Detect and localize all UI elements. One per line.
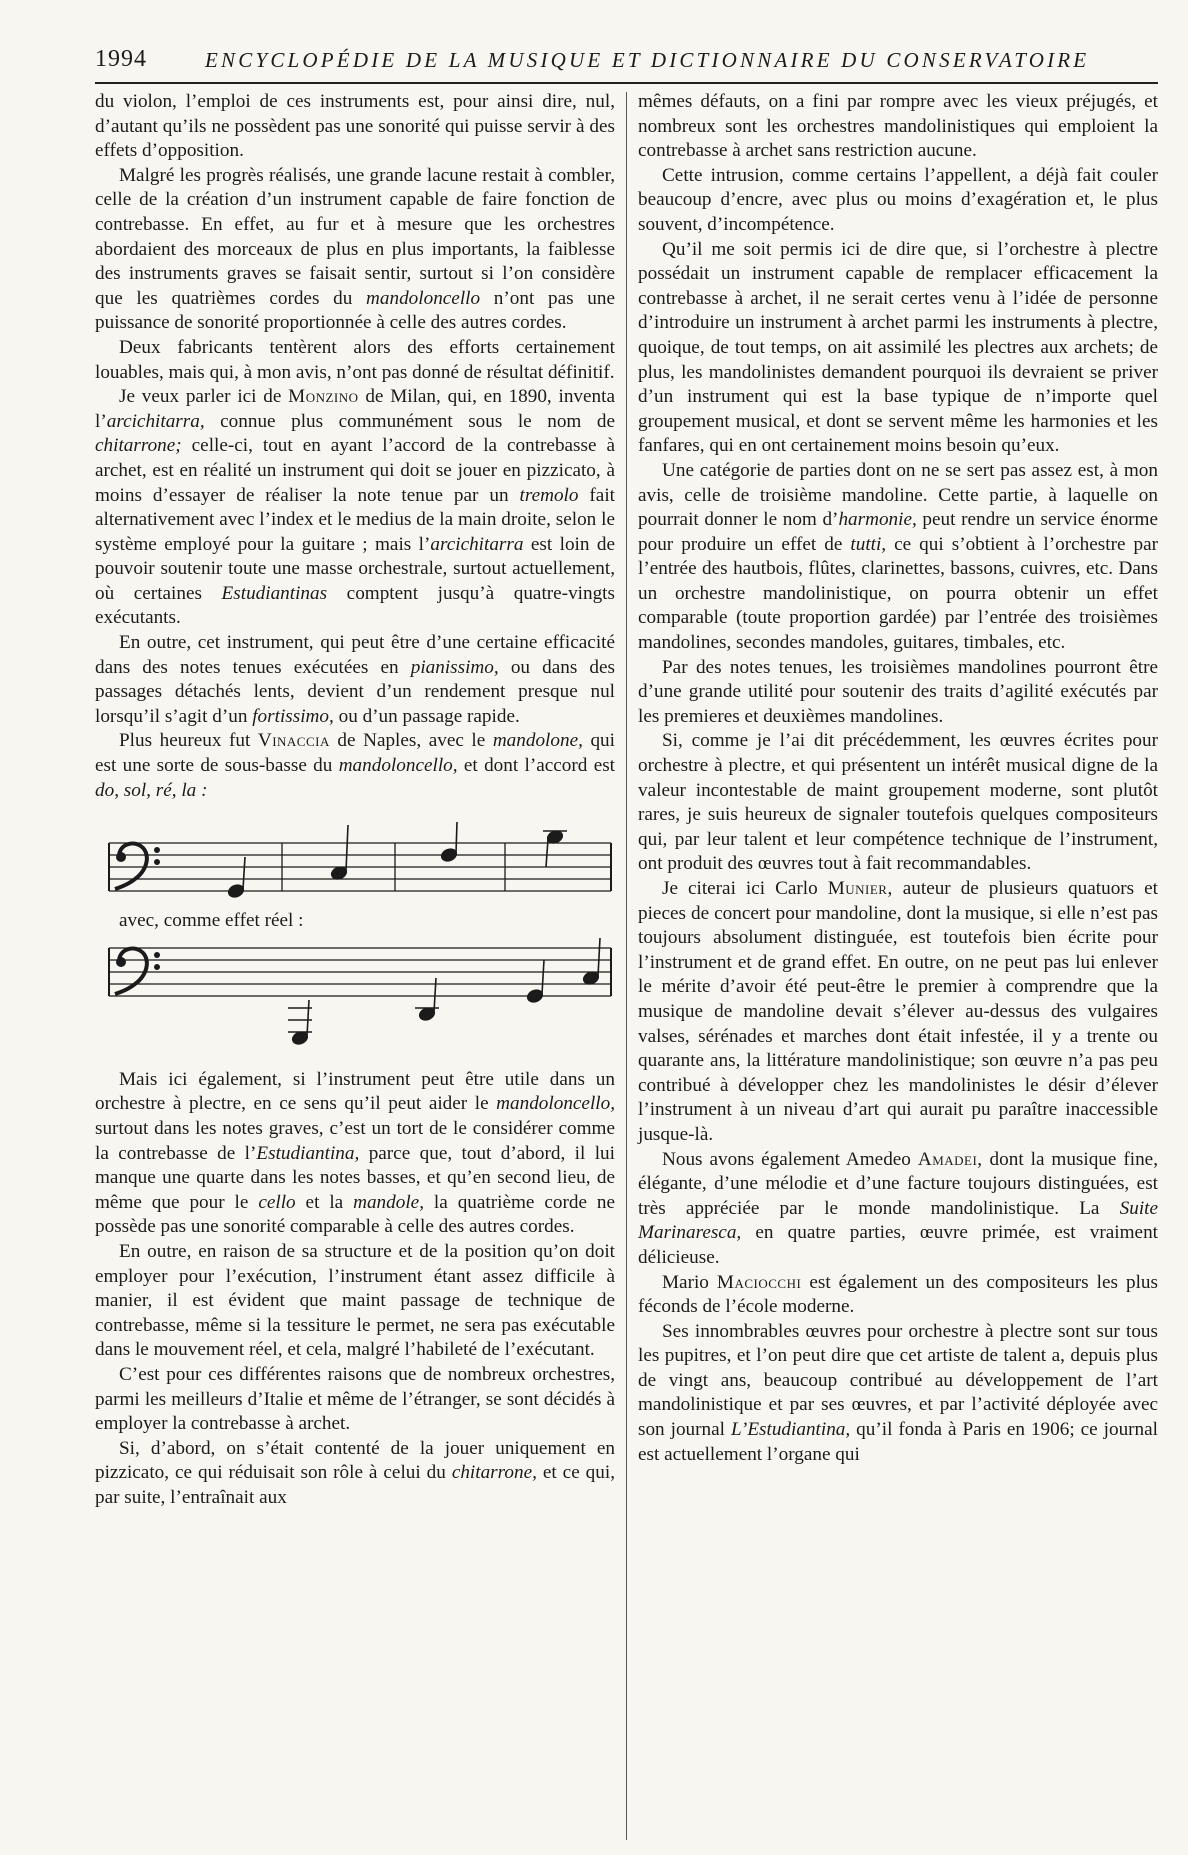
- italic-term: Estudiantinas: [221, 582, 328, 604]
- paragraph: du violon, l’emploi de ces instruments est, pour ainsi dire, nul, d’autant qu’ils ne possèdent pas une sonorité qui puisse servir à des effets d’opposition.: [95, 91, 615, 162]
- text-run: dont la musique fine, élégante, d’une mélodie et d’une facture toujours distinguées, est très appréciée par le monde mandolinistique. La: [638, 1148, 1158, 1219]
- text-run: ou dans des passages détachés lents, devient d’un rendement presque nul lorsqu’il s’agit d’un: [95, 656, 616, 727]
- italic-term: arcichitarra,: [106, 410, 205, 432]
- person-name: Vinaccia: [257, 730, 330, 752]
- bass-clef-icon: [115, 844, 160, 890]
- note-do: [227, 883, 245, 899]
- text-run: Mais ici également, si l’instrument peut être utile dans un orchestre à plectre, en ce sens qu’il peut aider le: [95, 1068, 615, 1115]
- text-run: qui est une sorte de sous-basse du: [95, 730, 615, 777]
- staff-caption: avec, comme effet réel :: [119, 910, 304, 932]
- italic-term: arcichitarra: [430, 533, 524, 555]
- paragraph: [95, 164, 615, 336]
- notes: [227, 822, 567, 899]
- text-run: de Milan, qui, en 1890, inventa l’: [95, 386, 615, 432]
- note-stem: [307, 1000, 309, 1036]
- paragraph: [638, 1320, 1158, 1468]
- italic-term: harmonie,: [838, 509, 917, 531]
- right-column: [638, 90, 1158, 1467]
- text-run: connue plus communément sous le nom de: [204, 410, 615, 432]
- music-staff-real-effect: [95, 934, 615, 1052]
- text-run: et ce qui, par suite, l’entraînait aux: [95, 1462, 615, 1508]
- text-run: Malgré les progrès réalisés, une grande lacune restait à combler, celle de la création d’un instrument capable de faire fonction de contrebasse. En effet, au fur et à mesure que les orchestres abordaient des morceaux de plus en plus importants, la faiblesse des instruments graves se faisait sentir, surtout si l’on considère que les quatrièmes cordes du: [95, 164, 615, 309]
- text-run: Si, d’abord, on s’était contenté de la jouer uniquement en pizzicato, ce qui réduisait son rôle à celui du: [95, 1437, 615, 1484]
- note-stem: [243, 857, 245, 889]
- paragraph: [638, 1148, 1158, 1271]
- italic-term: mandoloncello,: [338, 755, 458, 777]
- italic-term: Estudiantina,: [256, 1142, 360, 1164]
- page-number: 1994: [95, 46, 147, 72]
- person-name: Monzino: [288, 386, 359, 408]
- italic-term: do, sol, ré, la :: [95, 779, 208, 801]
- text-run: Plus heureux fut: [119, 730, 258, 752]
- text-run: la quatrième corde ne possède pas une sonorité comparable à celle des autres cordes.: [95, 1191, 615, 1238]
- paragraph: mêmes défauts, on a fini par rompre avec les vieux préjugés, et nombreux sont les orchestres mandolinistiques qui emploient la contrebasse à archet sans restriction aucune.: [638, 91, 1158, 162]
- text-run: Je veux parler ici de: [119, 386, 289, 408]
- italic-term: mandoloncello,: [496, 1093, 615, 1115]
- paragraph: [95, 631, 615, 729]
- running-header: [95, 46, 1158, 82]
- left-column: [95, 90, 615, 1511]
- text-run: En outre, cet instrument, qui peut être d’une certaine efficacité dans des notes tenues exécutées en: [95, 632, 615, 678]
- italic-term: tremolo: [519, 484, 579, 506]
- text-run: de Naples, avec le: [329, 730, 493, 752]
- paragraph: [638, 459, 1158, 656]
- staff-notation: [95, 817, 615, 909]
- person-name: Munier,: [827, 878, 893, 899]
- text-run: n’ont pas une puissance de sonorité proportionnée à celle des autres cordes.: [95, 287, 615, 334]
- person-name: Maciocchi: [716, 1271, 802, 1293]
- italic-term: chitarrone,: [451, 1462, 537, 1484]
- text-run: est loin de pouvoir soutenir toute une masse orchestrale, surtout actuellement, où certaines: [95, 533, 615, 604]
- italic-term: fortissimo,: [252, 705, 334, 727]
- text-run: ce qui s’obtient à l’orchestre par l’entrée des hautbois, flûtes, clarinettes, bassons, cuivres, etc. Dans un orchestre mandolinistique, on pourra obtenir un effet comparable (toute proportion gardée) par l’entrée des troisièmes mandolines, secondes mandoles, guitares, timbales, etc.: [638, 533, 1158, 654]
- note-re: [526, 988, 544, 1004]
- text-run: fait alternativement avec l’index et le medius de la main droite, selon le système employé pour la guitare ; mais l’: [95, 484, 615, 555]
- text-run: peut rendre un service énorme pour produire un effet de: [638, 509, 1158, 555]
- italic-term: mandole,: [353, 1191, 424, 1213]
- text-run: ou d’un passage rapide.: [333, 705, 520, 727]
- italic-term: Suite Marinaresca,: [638, 1197, 1158, 1244]
- paragraph: Deux fabricants tentèrent alors des efforts certainement louables, mais qui, à mon avis, n’ont pas donné de résultat définitif.: [95, 336, 615, 383]
- text-run: parce que, tout d’abord, il lui manque une quarte dans les notes basses, et qu’en second lieu, de même que pour le: [95, 1142, 615, 1213]
- bass-clef-icon: [115, 948, 160, 994]
- italic-term: pianissimo,: [410, 656, 499, 678]
- paragraph: [95, 1437, 615, 1511]
- text-run: qu’il fonda à Paris en 1906; ce journal est actuellement l’organe qui: [638, 1419, 1159, 1465]
- note-stem: [346, 825, 348, 871]
- italic-term: chitarrone;: [95, 435, 182, 457]
- paragraph: Par des notes tenues, les troisièmes mandolines pourront être d’une grande utilité pour soutenir des traits d’agilité exécutés par les premieres et deuxièmes mandolines.: [638, 656, 1158, 727]
- paragraph: [95, 385, 615, 631]
- note-stem: [542, 960, 544, 994]
- text-run: et la: [295, 1191, 354, 1213]
- italic-term: cello: [258, 1191, 296, 1213]
- text-run: celle-ci, tout en ayant l’accord de la contrebasse à archet, est en réalité un instrument qui doit se jouer en pizzicato, à moins d’essayer de réaliser la note tenue par un: [95, 435, 615, 506]
- paragraph: [638, 877, 1158, 1148]
- running-title: ENCYCLOPÉDIE DE LA MUSIQUE ET DICTIONNAIRE DU CONSERVATOIRE: [205, 48, 1090, 72]
- text-run: comptent jusqu’à quatre-vingts exécutants.: [95, 582, 615, 629]
- text-run: et dont l’accord est: [457, 755, 616, 777]
- text-run: surtout dans les notes graves, c’est un tort de le considérer comme la contrebasse de l’: [95, 1118, 615, 1164]
- italic-term: mandoloncello: [366, 287, 481, 309]
- text-run: Ses innombrables œuvres pour orchestre à plectre sont sur tous les pupitres, et l’on peut dire que cet artiste de talent a, depuis plus de vingt ans, beaucoup contribué au développement de l’art mandolinistique et par ses œuvres, et par l’activité déployée avec son journal: [638, 1320, 1158, 1441]
- text-run: Une catégorie de parties dont on ne se sert pas assez est, à mon avis, celle de troisième mandoline. Cette partie, à laquelle on pourrait donner le nom d’: [638, 459, 1158, 531]
- paragraph: Qu’il me soit permis ici de dire que, si l’orchestre à plectre possédait un instrument capable de remplacer efficacement la contrebasse à archet, il ne serait certes venu à l’idée de personne d’introduire un instrument à archet parmi les instruments à plectre, quoique, de tout temps, on ait assimilé les plectres aux archets; de plus, les mandolinistes demandent pourquoi ils devraient se priver d’un instrument qui est la base typique de n’importe quel groupement musical, et dont se servent même les harmonies et les fanfares, qui en ont certainement moins besoin qu’eux.: [638, 238, 1158, 457]
- paragraph: [638, 1271, 1158, 1320]
- text-run: auteur de plusieurs quatuors et pieces de concert pour mandoline, dont la musique, si elle n’est pas toujours absolument distinguée, est toutefois bien écrite pour l’instrument et de grand effet. En outre, on ne peut pas lui enlever le mérite d’avoir été peut-être le premier à comprendre que la musique de mandoline devait s’élever au-dessus des vulgaires valses, sérénades et marches dont était infestée, il y a trente ou quarante ans, la littérature mandolinistique; son œuvre n’a pas peu contribué à développer chez les mandolinistes le désir d’élever l’instrument à un niveau d’art qui aurait pu paraître inaccessible jusque-là.: [638, 878, 1158, 1145]
- text-run: Mario: [662, 1271, 717, 1293]
- note-stem: [434, 978, 436, 1012]
- notes: [288, 938, 600, 1046]
- header-rule: [95, 82, 1158, 84]
- music-staff-tuning: [95, 817, 615, 909]
- note-stem: [598, 938, 600, 976]
- paragraph: Cette intrusion, comme certains l’appellent, a déjà fait couler beaucoup d’encre, avec plus ou moins d’exagération et, le plus souvent, d’incompétence.: [638, 164, 1158, 235]
- text-run: est également un des compositeurs les plus féconds de l’école moderne.: [638, 1271, 1158, 1318]
- column-divider: [626, 92, 627, 1840]
- italic-term: tutti,: [850, 533, 887, 555]
- text-run: Nous avons également Amedeo: [662, 1148, 918, 1170]
- note-re: [440, 847, 458, 863]
- paragraph: C’est pour ces différentes raisons que de nombreux orchestres, parmi les meilleurs d’Italie et même de l’étranger, se sont décidés à employer la contrebasse à archet.: [95, 1363, 615, 1435]
- italic-term: mandolone,: [492, 730, 583, 752]
- text-run: Je citerai ici Carlo: [662, 878, 828, 899]
- paragraph: [95, 729, 615, 803]
- staff-notation: [95, 934, 615, 1052]
- paragraph: [95, 1068, 615, 1240]
- person-name: Amadei,: [917, 1148, 983, 1170]
- note-stem: [456, 822, 457, 853]
- text-run: en quatre parties, œuvre primée, est vraiment délicieuse.: [638, 1222, 1158, 1268]
- paragraph: En outre, en raison de sa structure et de la position qu’on doit employer pour l’exécution, l’instrument étant assez difficile à manier, il est évident que maint passage de technique de contrebasse, même si la tessiture le permet, ne sera pas exécutable dans le mouvement réel, et cela, malgré l’habileté de l’exécutant.: [95, 1240, 615, 1361]
- italic-term: L’Estudiantina,: [730, 1419, 851, 1441]
- paragraph: Si, comme je l’ai dit précédemment, les œuvres écrites pour orchestre à plectre, et qui présentent un intérêt musical digne de la valeur incontestable de maint groupement moderne, sont plutôt rares, je suis heureux de signaler toutefois quelques compositeurs qui, par leur talent et leur compétence technique de l’instrument, ont produit des œuvres tout à fait recommandables.: [638, 730, 1158, 875]
